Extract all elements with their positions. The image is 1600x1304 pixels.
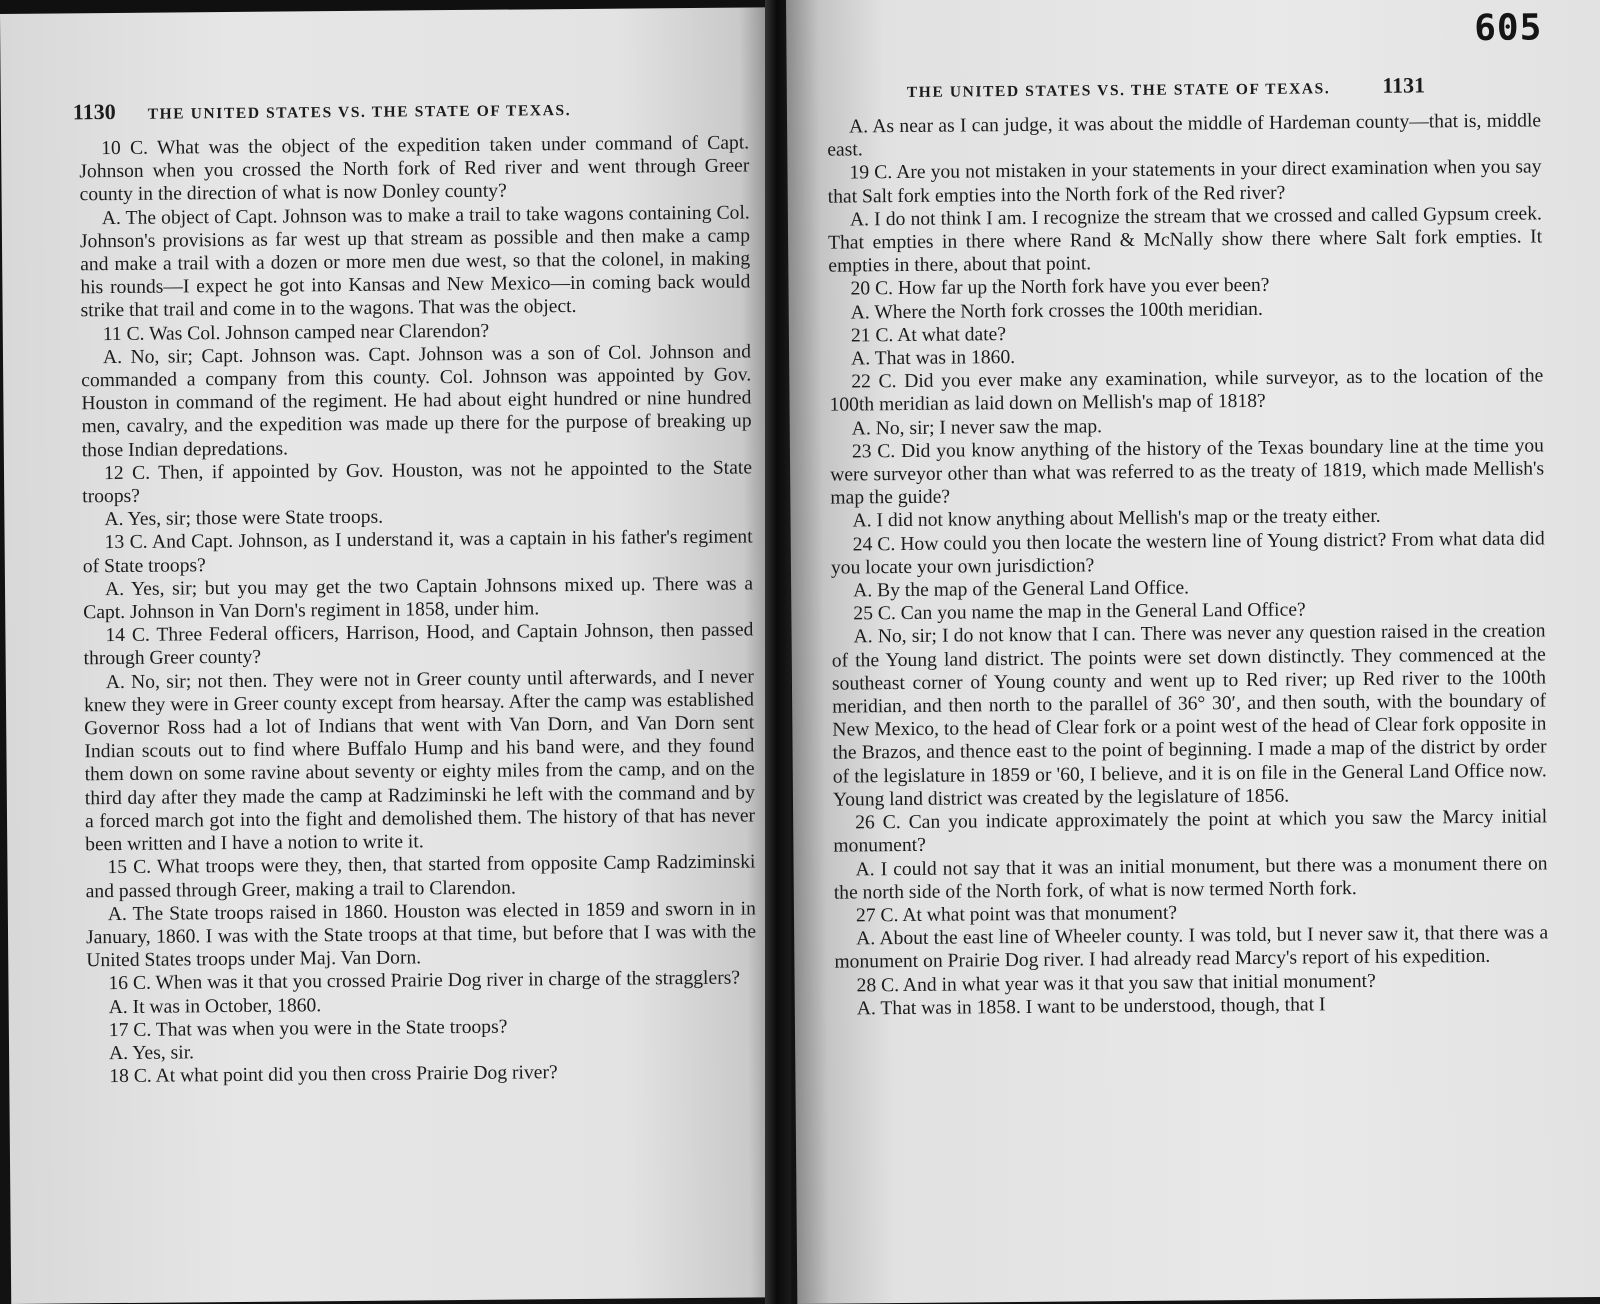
question-paragraph: 18 C. At what point did you then cross Prairie Dog river? [109, 1062, 558, 1088]
answer-paragraph: A. Where the North fork crosses the 100th meridian. [850, 298, 1263, 324]
answer-paragraph: A. I did not know anything about Mellish's map or the treaty either. [852, 506, 1381, 532]
question-paragraph: 28 C. And in what year was it that you saw that initial monument? [856, 970, 1376, 996]
question-paragraph: 14 C. Three Federal officers, Harrison, Hood, and Captain Johnson, then passed through Greer county? [83, 619, 754, 670]
question-paragraph: 15 C. What troops were they, then, that started from opposite Camp Radziminski and passed through Greer, making a trail to Clarendon. [85, 851, 756, 902]
question-paragraph: 19 C. Are you not mistaken in your statements in your direct examination when you say that Salt fork empties into the North fork of the Red river? [827, 156, 1542, 208]
question-paragraph: 26 C. Can you indicate approximately the point at which you saw the Marcy initial monument? [833, 806, 1548, 857]
question-paragraph: 20 C. How far up the North fork have you ever been? [850, 275, 1270, 300]
answer-paragraph: A. I do not think I am. I recognize the stream that we crossed and called Gypsum creek. That empties in there where Rand & McNally show there where Salt fork empties. It empties in there, about that point. [828, 203, 1543, 277]
answer-paragraph: A. No, sir; I never saw the map. [851, 415, 1103, 440]
answer-paragraph: A. Yes, sir; those were State troops. [104, 506, 384, 531]
question-paragraph: 25 C. Can you name the map in the General Land Office? [853, 599, 1306, 625]
answer-paragraph: A. No, sir; Capt. Johnson was. Capt. Johnson was a son of Col. Johnson and commanded a company from this county. Col. Johnson was appointed by Gov. Houston in command of the regiment. He had about eight hundred or nine hundred men, cavalry, and the expedition was made up there for the purpose of breaking up those Indian depredations. [81, 341, 752, 461]
right-page-body [827, 109, 1549, 1020]
question-paragraph: 27 C. At what point was that monument? [855, 902, 1178, 927]
left-page-number: 1130 [72, 98, 116, 125]
right-page [786, 0, 1600, 1304]
right-running-title: THE UNITED STATES VS. THE STATE OF TEXAS. [906, 80, 1331, 101]
right-page-number: 1131 [1382, 72, 1426, 98]
question-paragraph: 12 C. Then, if appointed by Gov. Houston, was not he appointed to the State troops? [82, 457, 753, 508]
question-paragraph: 21 C. At what date? [850, 323, 1007, 347]
question-paragraph: 17 C. That was when you were in the State troops? [108, 1016, 508, 1041]
left-page [0, 7, 781, 1304]
answer-paragraph: A. As near as I can judge, it was about the middle of Hardeman county—that is, middle east. [827, 110, 1542, 161]
answer-paragraph: A. By the map of the General Land Office. [853, 577, 1190, 602]
question-paragraph: 13 C. And Capt. Johnson, as I understand it, was a captain in his father's regiment of State troops? [82, 526, 753, 577]
answer-paragraph: A. About the east line of Wheeler county. I was told, but I never saw it, that there was a monument on Prairie Dog river. I had already read Marcy's report of his expedition. [834, 922, 1549, 973]
question-paragraph: 23 C. Did you know anything of the history of the Texas boundary line at the time you were surveyor other than what was referred to as the treaty of 1819, which made Mellish's map the guide? [830, 435, 1545, 509]
answer-paragraph: A. That was in 1860. [851, 347, 1016, 370]
left-page-body [79, 131, 757, 1088]
left-running-title: THE UNITED STATES VS. THE STATE OF TEXAS. [147, 102, 572, 123]
question-paragraph: 16 C. When was it that you crossed Prairie Dog river in charge of the stragglers? [108, 967, 741, 995]
question-paragraph: 10 C. What was the object of the expedition taken under command of Capt. Johnson when you crossed the North fork of Red river and went through Greer county in the direction of what is now Donley county? [79, 132, 750, 206]
answer-paragraph: A. Yes, sir; but you may get the two Captain Johnsons mixed up. There was a Capt. Johnson in Van Dorn's regiment in 1858, under him. [83, 573, 754, 624]
answer-paragraph: A. Yes, sir. [108, 1042, 195, 1065]
left-running-head [72, 93, 749, 125]
answer-paragraph: A. That was in 1858. I want to be understood, though, that I [856, 994, 1326, 1020]
question-paragraph: 11 C. Was Col. Johnson camped near Clarendon? [102, 320, 490, 345]
answer-paragraph: A. It was in October, 1860. [108, 994, 322, 1018]
answer-paragraph: A. I could not say that it was an initial monument, but there was a monument there on the north side of the North fork, of what is now termed North fork. [833, 852, 1548, 904]
answer-paragraph: A. The object of Capt. Johnson was to make a trail to take wagons containing Col. Johnson's provisions as far west up that stream as possible and then make a camp and make a trail with a dozen or more men due west, so that the colonel, in making his rounds—I expect he got into Kansas and New Mexico—in coming back would strike that trail and come in to the wagons. That was the object. [79, 202, 751, 322]
stamped-page-number: 605 [1474, 7, 1543, 49]
answer-paragraph: A. The State troops raised in 1860. Houston was elected in 1859 and sworn in in January, 1860. I was with the State troops at that time, but before that I was with the United States troops under Maj. Van Dorn. [85, 898, 757, 972]
right-running-head [827, 71, 1541, 103]
answer-paragraph: A. No, sir; I do not know that I can. There was never any question raised in the creation of the Young land district. The points were set down distinctly. They commenced at the southeast corner of Young county and went up to Red river; up Red river to the 100th meridian, and then north to the parallel of 36° 30′, and then south, with the boundary of New Mexico, to the head of Clear fork or a point west of the head of Clear fork opposite in the Brazos, and thence east to the point of beginning. I made a map of the district by order of the legislature in 1859 or '60, I believe, and it is on file in the General Land Office now. Young land district was created by the legislature of 1856. [831, 620, 1547, 811]
question-paragraph: 22 C. Did you ever make any examination, while surveyor, as to the location of the 100th meridian as laid down on Mellish's map of 1818? [829, 365, 1544, 417]
question-paragraph: 24 C. How could you then locate the western line of Young district? From what data did you locate your own jurisdiction? [830, 528, 1545, 579]
answer-paragraph: A. No, sir; not then. They were not in Greer county until afterwards, and I never knew they were in Greer county except from hearsay. After the camp was established Governor Ross had a lot of Indians that went with Van Dorn, and Van Dorn sent Indian scouts out to find where Buffalo Hump and his band were, and they found them down on some ravine about seventy or eighty miles from the camp, and on the third day after they made the camp at Radziminski he left with the command and by a forced march got into the fight and demolished them. The history of that has never been written and I have a notion to write it. [83, 666, 756, 856]
